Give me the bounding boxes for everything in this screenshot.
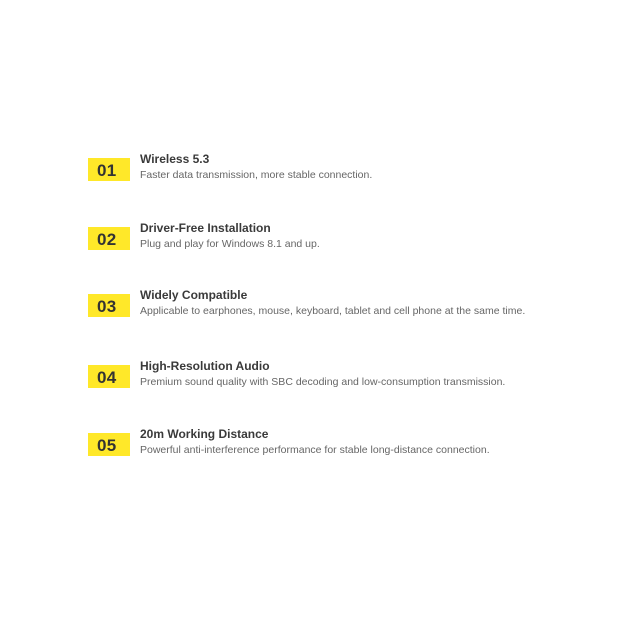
feature-item-audio: [88, 359, 588, 405]
feature-number-badge: [88, 158, 130, 181]
feature-number-badge: [88, 365, 130, 388]
feature-number: 02: [97, 230, 117, 249]
feature-item-distance: [88, 427, 588, 473]
feature-description: Powerful anti-interference performance for stable long-distance connection.: [140, 444, 490, 456]
feature-title: 20m Working Distance: [140, 427, 269, 441]
feature-item-driver-free: [88, 221, 588, 267]
feature-item-wireless: [88, 152, 588, 198]
feature-title: High-Resolution Audio: [140, 359, 270, 373]
feature-number: 03: [97, 297, 117, 316]
feature-number: 05: [97, 436, 117, 455]
feature-description: Plug and play for Windows 8.1 and up.: [140, 238, 320, 250]
feature-number: 01: [97, 161, 117, 180]
feature-number-badge: [88, 433, 130, 456]
feature-number-badge: [88, 227, 130, 250]
feature-title: Driver-Free Installation: [140, 221, 271, 235]
feature-description: Premium sound quality with SBC decoding and low-consumption transmission.: [140, 376, 506, 388]
feature-number: 04: [97, 368, 117, 387]
feature-title: Widely Compatible: [140, 288, 248, 302]
feature-item-compatible: [88, 288, 588, 334]
feature-title: Wireless 5.3: [140, 152, 210, 166]
feature-description: Applicable to earphones, mouse, keyboard, tablet and cell phone at the same time.: [140, 305, 526, 317]
feature-number-badge: [88, 294, 130, 317]
feature-description: Faster data transmission, more stable connection.: [140, 169, 373, 181]
